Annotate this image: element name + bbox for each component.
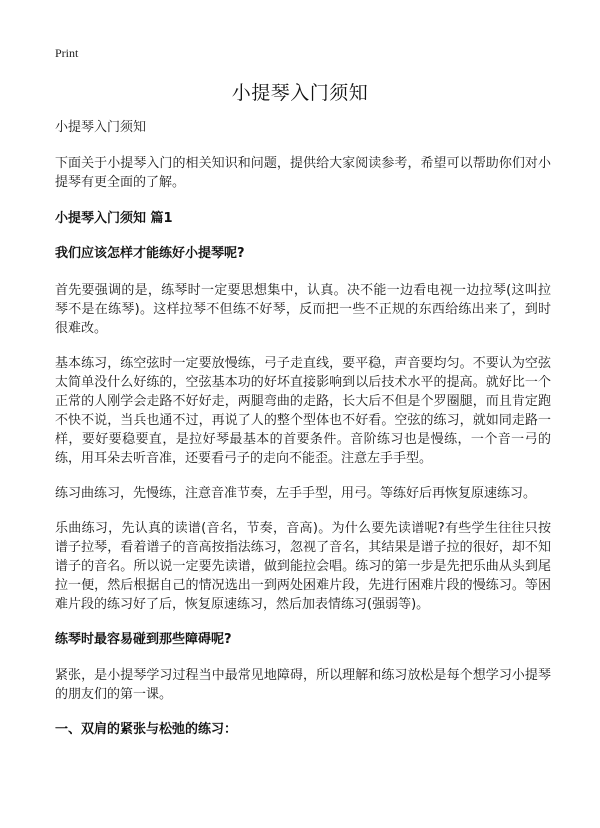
paragraph-5: 紧张，是小提琴学习过程当中最常见地障碍，所以理解和练习放松是每个想学习小提琴的朋友们的第一课。 (55, 668, 551, 702)
paragraph-3: 练习曲练习，先慢练，注意音准节奏，左手手型，用弓。等练好后再恢复原速练习。 (55, 486, 537, 501)
document-subtitle: 小提琴入门须知 (55, 120, 147, 135)
paragraph-2: 基本练习，练空弦时一定要放慢练，弓子走直线，要平稳，声音要均匀。不要认为空弦太简单没什么好练的，空弦基本功的好坏直接影响到以后技术水平的提高。就好比一个正常的人刚学会走路不好好走，两腿弯曲的走路，长大后不但是个罗圈腿，而且肯定跑不快不说，当兵也通不过，再说了人的整个型体也不好看。空弦的练习，就如同走路一样，要好要稳要直，是拉好琴最基本的首要条件。音阶练习也是慢练，一个音一弓的练，用耳朵去听音准，还要看弓子的走向不能歪。注意左手手型。 (55, 356, 551, 466)
print-label: Print (55, 46, 79, 60)
paragraph-4: 乐曲练习，先认真的读谱(音名，节奏，音高)。为什么要先读谱呢?有些学生往往只按谱子拉琴，看着谱子的音高按指法练习，忽视了音名，其结果是谱子拉的很好，却不知谱子的音名。所以说一定要先读谱，做到能拉会唱。练习的第一步是先把乐曲从头到尾拉一便，然后根据自己的情况选出一到两处困难片段，先进行困难片段的慢练习。等困难片段的练习好了后，恢复原速练习，然后加表情练习(强弱等)。 (55, 521, 551, 612)
paragraph-1: 首先要强调的是，练琴时一定要思想集中，认真。决不能一边看电视一边拉琴(这叫拉琴不是在练琴)。这样拉琴不但练不好琴，反而把一些不正规的东西给练出来了，到时很难改。 (55, 283, 551, 336)
question-heading-2: 练琴时最容易碰到那些障碍呢? (55, 632, 232, 647)
page-title: 小提琴入门须知 (231, 82, 369, 104)
document-body (55, 118, 551, 739)
question-heading-1: 我们应该怎样才能练好小提琴呢? (55, 246, 245, 261)
section-heading: 小提琴入门须知 篇1 (55, 211, 173, 226)
intro-paragraph: 下面关于小提琴入门的相关知识和问题，提供给大家阅读参考，希望可以帮助你们对小提琴有更全面的了解。 (55, 156, 551, 190)
subsection-heading: 一、双肩的紧张与松弛的练习： (55, 722, 238, 737)
